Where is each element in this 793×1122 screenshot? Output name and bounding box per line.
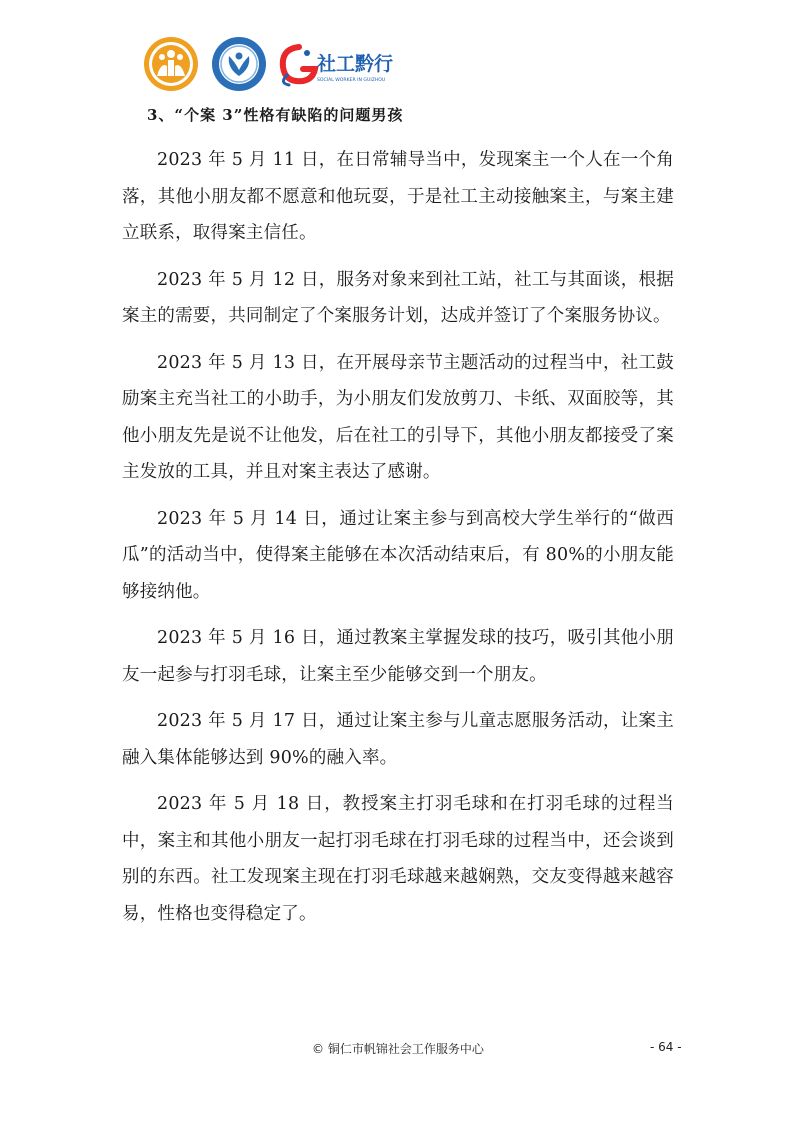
- hands-circle-emblem-icon: [211, 36, 267, 92]
- paragraph: 2023 年 5 月 18 日，教授案主打羽毛球和在打羽毛球的过程当中，案主和其他小朋友一起打羽毛球在打羽毛球的过程当中，还会谈到别的东西。社工发现案主现在打羽毛球越来越娴熟，交友变得越来越容易，性格也变得稳定了。: [122, 794, 674, 924]
- paragraph: 2023 年 5 月 14 日，通过让案主参与到高校大学生举行的“做西瓜”的活动当中，使得案主能够在本次活动结束后，有 80%的小朋友能够接纳他。: [122, 508, 674, 602]
- footer-org: © 铜仁市帆锦社会工作服务中心: [312, 1042, 484, 1056]
- paragraph: 2023 年 5 月 17 日，通过让案主参与儿童志愿服务活动，让案主融入集体能够达到 90%的融入率。: [122, 711, 674, 768]
- logo-brand-text: 社工黔行: [317, 53, 394, 75]
- section-heading: 3、“个案 3”性格有缺陷的问题男孩: [147, 106, 404, 124]
- paragraph: 2023 年 5 月 12 日，服务对象来到社工站，社工与其面谈，根据案主的需要，共同制定了个案服务计划，达成并签订了个案服务协议。: [122, 269, 674, 326]
- family-emblem-icon: [143, 36, 199, 92]
- paragraph: 2023 年 5 月 16 日，通过教案主掌握发球的技巧，吸引其他小朋友一起参与打羽毛球，让案主至少能够交到一个朋友。: [122, 628, 674, 685]
- page-number: - 64 -: [650, 1040, 682, 1054]
- logo-sub-text: SOCIAL WORKER IN GUIZHOU: [317, 78, 386, 83]
- paragraph: 2023 年 5 月 13 日，在开展母亲节主题活动的过程当中，社工鼓励案主充当社工的小助手，为小朋友们发放剪刀、卡纸、双面胶等，其他小朋友先是说不让他发，后在社工的引导下，其他小朋友都接受了案主发放的工具，并且对案主表达了感谢。: [122, 352, 674, 482]
- body-content: [122, 142, 674, 942]
- header-logos: [143, 36, 395, 92]
- paragraph: 2023 年 5 月 11 日，在日常辅导当中，发现案主一个人在一个角落，其他小朋友都不愿意和他玩耍，于是社工主动接触案主，与案主建立联系，取得案主信任。: [122, 150, 674, 243]
- social-worker-guizhou-logo: [277, 39, 395, 89]
